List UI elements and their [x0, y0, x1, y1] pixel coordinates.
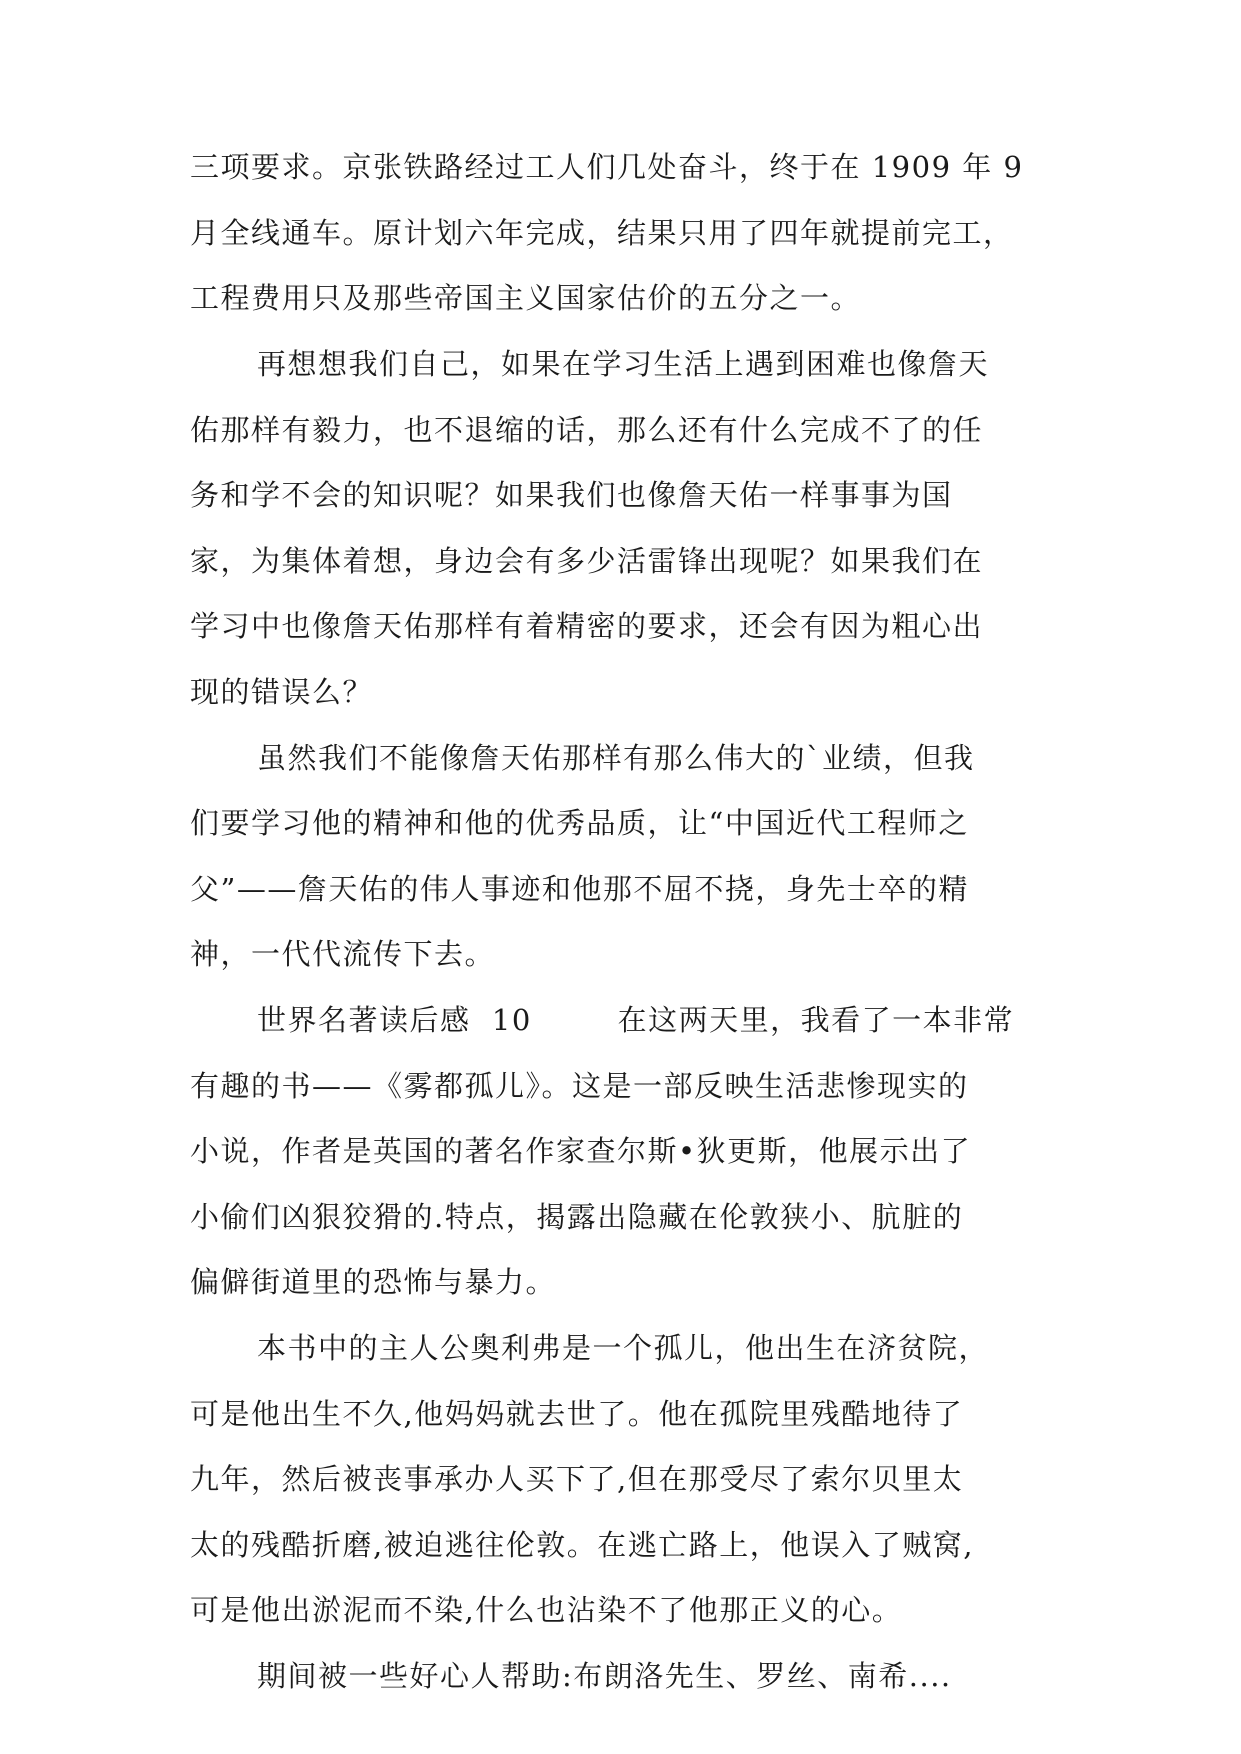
text-line: 神，一代代流传下去。 [190, 937, 496, 971]
text-line: 佑那样有毅力，也不退缩的话，那么还有什么完成不了的任 [190, 413, 984, 447]
text-line: 可是他出生不久,他妈妈就去世了。他在孤院里残酷地待了 [190, 1397, 964, 1431]
text-line: 九年，然后被丧事承办人买下了,但在那受尽了索尔贝里太 [190, 1462, 964, 1496]
text-line: 可是他出淤泥而不染,什么也沾染不了他那正义的心。 [190, 1593, 903, 1627]
paragraph-start-line: 本书中的主人公奥利弗是一个孤儿，他出生在济贫院， [257, 1331, 990, 1365]
section-heading-line: 世界名著读后感 10 在这两天里，我看了一本非常 [257, 1003, 1015, 1037]
text-line: 月全线通车。原计划六年完成，结果只用了四年就提前完工， [190, 216, 1014, 250]
text-line: 小偷们凶狠狡猾的.特点，揭露出隐藏在伦敦狭小、肮脏的 [190, 1200, 964, 1234]
text-line: 工程费用只及那些帝国主义国家估价的五分之一。 [190, 281, 862, 315]
text-line: 父”——詹天佑的伟人事迹和他那不屈不挠，身先士卒的精 [190, 872, 969, 906]
paragraph-start-line: 期间被一些好心人帮助:布朗洛先生、罗丝、南希.... [257, 1659, 952, 1693]
paragraph-start-line: 再想想我们自己，如果在学习生活上遇到困难也像詹天 [257, 347, 990, 381]
text-line: 有趣的书——《雾都孤儿》。这是一部反映生活悲惨现实的 [190, 1069, 969, 1103]
text-line: 太的残酷折磨,被迫逃往伦敦。在逃亡路上，他误入了贼窝, [190, 1528, 974, 1562]
text-line: 三项要求。京张铁路经过工人们几处奋斗，终于在 1909 年 9 [190, 150, 1024, 184]
text-line: 现的错误么？ [190, 675, 374, 709]
text-line: 们要学习他的精神和他的优秀品质，让“中国近代工程师之 [190, 806, 969, 840]
paragraph-start-line: 虽然我们不能像詹天佑那样有那么伟大的`业绩，但我 [257, 741, 975, 775]
text-line: 家，为集体着想，身边会有多少活雷锋出现呢？如果我们在 [190, 544, 984, 578]
text-line: 务和学不会的知识呢？如果我们也像詹天佑一样事事为国 [190, 478, 953, 512]
text-line: 小说，作者是英国的著名作家查尔斯•狄更斯，他展示出了 [190, 1134, 972, 1168]
text-line: 学习中也像詹天佑那样有着精密的要求，还会有因为粗心出 [190, 609, 984, 643]
text-line: 偏僻街道里的恐怖与暴力。 [190, 1265, 557, 1299]
